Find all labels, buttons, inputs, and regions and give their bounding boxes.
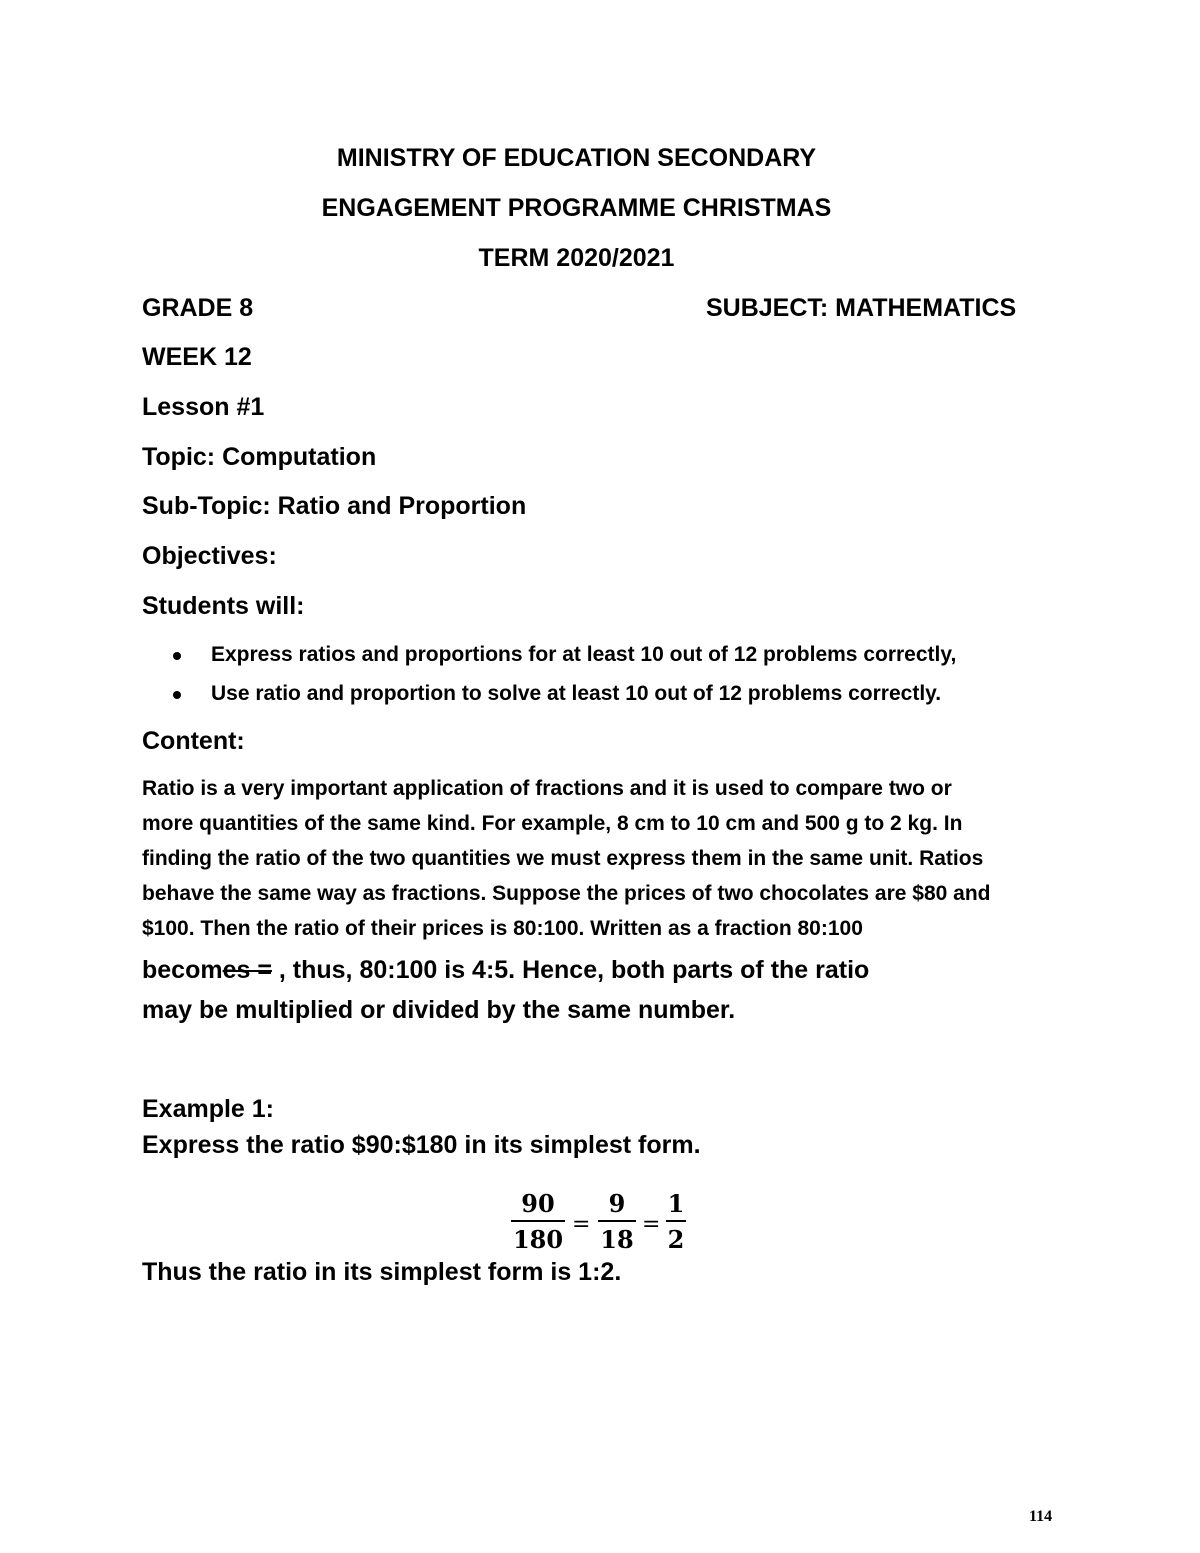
objective-item: Express ratios and proportions for at least 10 out of 12 problems correctly, <box>211 643 957 666</box>
subject-label: SUBJECT: MATHEMATICS <box>706 294 1017 322</box>
fraction-numerator: 1 <box>667 1189 685 1218</box>
header-line-1: MINISTRY OF EDUCATION SECONDARY <box>336 144 817 172</box>
equals-sign: = <box>572 1212 591 1237</box>
bullet-icon <box>173 652 181 660</box>
content-line: behave the same way as fractions. Suppose the prices of two chocolates are $80 and <box>142 882 991 905</box>
content-line: $100. Then the ratio of their prices is 80:100. Written as a fraction 80:100 <box>142 917 863 940</box>
equals-sign: = <box>642 1212 661 1237</box>
topic-label: Topic: Computation <box>142 443 377 471</box>
fraction-denominator: 180 <box>512 1225 564 1254</box>
fraction-numerator: 90 <box>521 1189 555 1218</box>
example-title: Example 1: <box>142 1095 275 1123</box>
fraction-bar <box>666 1220 686 1222</box>
page-number: 114 <box>1029 1508 1053 1525</box>
content-line: finding the ratio of the two quantities we must express them in the same unit. Ratios <box>142 847 984 870</box>
content-big-text: , thus, 80:100 is 4:5. Hence, both parts of the ratio <box>271 956 870 984</box>
fraction-bar <box>511 1220 565 1222</box>
week-label: WEEK 12 <box>142 343 252 371</box>
example-answer: Thus the ratio in its simplest form is 1:2. <box>142 1258 622 1286</box>
fraction-bar <box>598 1220 636 1222</box>
objectives-heading: Objectives: <box>142 542 277 570</box>
content-line: more quantities of the same kind. For example, 8 cm to 10 cm and 500 g to 2 kg. In <box>142 812 963 835</box>
subtopic-label: Sub-Topic: Ratio and Proportion <box>142 492 527 520</box>
students-will-label: Students will: <box>142 592 305 620</box>
struck-text: es = <box>222 956 272 984</box>
content-big-line-2: may be multiplied or divided by the same number. <box>142 996 736 1024</box>
example-prompt: Express the ratio $90:$180 in its simplest form. <box>142 1131 701 1159</box>
fraction-numerator: 9 <box>608 1189 626 1218</box>
fraction-denominator: 2 <box>667 1225 685 1254</box>
objective-item: Use ratio and proportion to solve at least 10 out of 12 problems correctly. <box>211 682 942 705</box>
header-line-3: TERM 2020/2021 <box>478 244 675 272</box>
content-heading: Content: <box>142 727 245 755</box>
fraction-denominator: 18 <box>600 1225 634 1254</box>
bullet-icon <box>173 691 181 699</box>
fraction <box>666 1189 686 1254</box>
lesson-label: Lesson #1 <box>142 393 265 421</box>
fraction <box>511 1189 565 1254</box>
content-big-line-1 <box>142 956 869 985</box>
header-line-2: ENGAGEMENT PROGRAMME CHRISTMAS <box>321 194 832 222</box>
grade-label: GRADE 8 <box>142 294 254 322</box>
content-big-text: becom <box>142 956 223 984</box>
content-line: Ratio is a very important application of fractions and it is used to compare two or <box>142 777 952 800</box>
fraction <box>598 1189 636 1254</box>
